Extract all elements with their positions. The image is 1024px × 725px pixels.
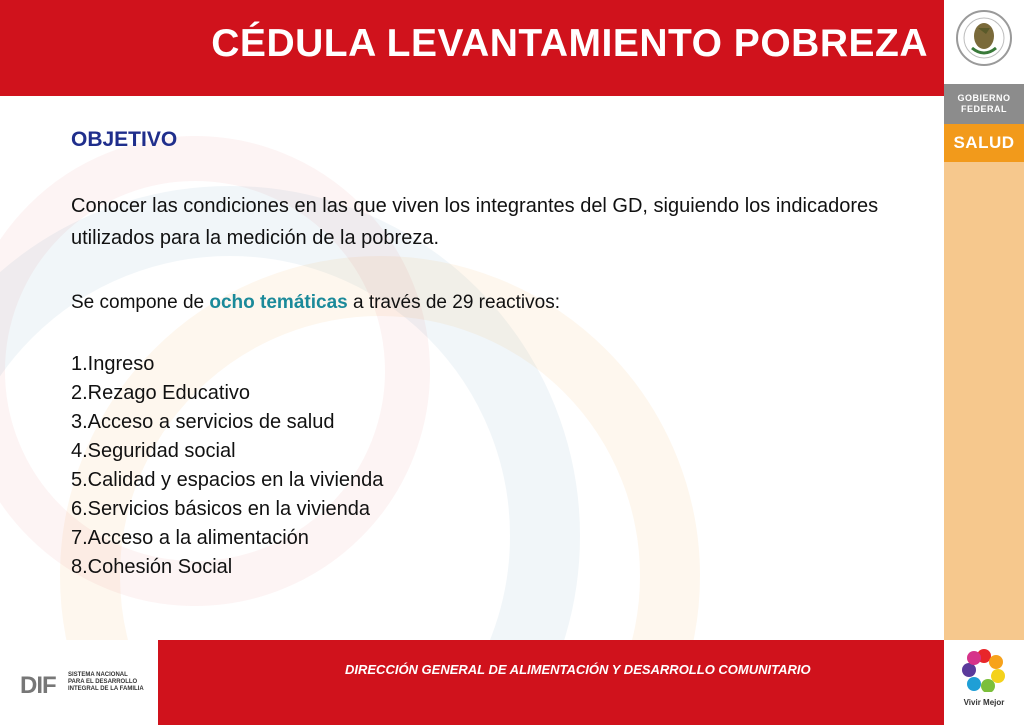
dif-mark: DIF [20, 672, 56, 699]
mexico-coat-of-arms-icon [954, 4, 1014, 74]
page-title: CÉDULA LEVANTAMIENTO POBREZA [211, 22, 928, 65]
title-bar [0, 0, 944, 96]
list-item: 2.Rezago Educativo [71, 382, 251, 404]
gobierno-label: GOBIERNO [957, 93, 1011, 103]
composition-prefix: Se compone de [71, 292, 210, 313]
list-item: 8.Cohesión Social [71, 556, 233, 578]
composition-suffix: a través de 29 reactivos: [347, 292, 560, 313]
salud-label: SALUD [953, 133, 1015, 152]
thematics-list [71, 350, 383, 582]
list-item: 4.Seguridad social [71, 440, 236, 462]
section-heading: OBJETIVO [71, 128, 178, 151]
footer-title: DIRECCIÓN GENERAL DE ALIMENTACIÓN Y DESARROLLO COMUNITARIO [345, 662, 811, 677]
vivir-mejor-label: Vivir Mejor [963, 698, 1005, 707]
list-item: 1.Ingreso [71, 353, 155, 375]
list-item: 7.Acceso a la alimentación [71, 527, 309, 549]
flower-icon [962, 648, 1006, 692]
gobierno-federal-badge [944, 84, 1024, 124]
dif-subtitle [68, 672, 144, 693]
list-item: 5.Calidad y espacios en la vivienda [71, 469, 384, 491]
list-item: 6.Servicios básicos en la vivienda [71, 498, 371, 520]
objective-paragraph: Conocer las condiciones en las que viven los integrantes del GD, siguiendo los indicadores utilizados para la medición de la pobreza. [71, 195, 879, 249]
vivir-mejor-logo [944, 640, 1024, 725]
dif-subtitle-line: PARA EL DESARROLLO [68, 679, 138, 685]
federal-label: FEDERAL [961, 104, 1007, 114]
dif-subtitle-line: SISTEMA NACIONAL [68, 672, 128, 678]
dif-subtitle-line: INTEGRAL DE LA FAMILIA [68, 686, 144, 692]
composition-highlight: ocho temáticas [209, 292, 348, 313]
salud-badge [944, 124, 1024, 162]
list-item: 3.Acceso a servicios de salud [71, 411, 335, 433]
footer-bar [158, 640, 944, 725]
dif-logo [20, 670, 150, 700]
composition-paragraph [71, 292, 560, 314]
